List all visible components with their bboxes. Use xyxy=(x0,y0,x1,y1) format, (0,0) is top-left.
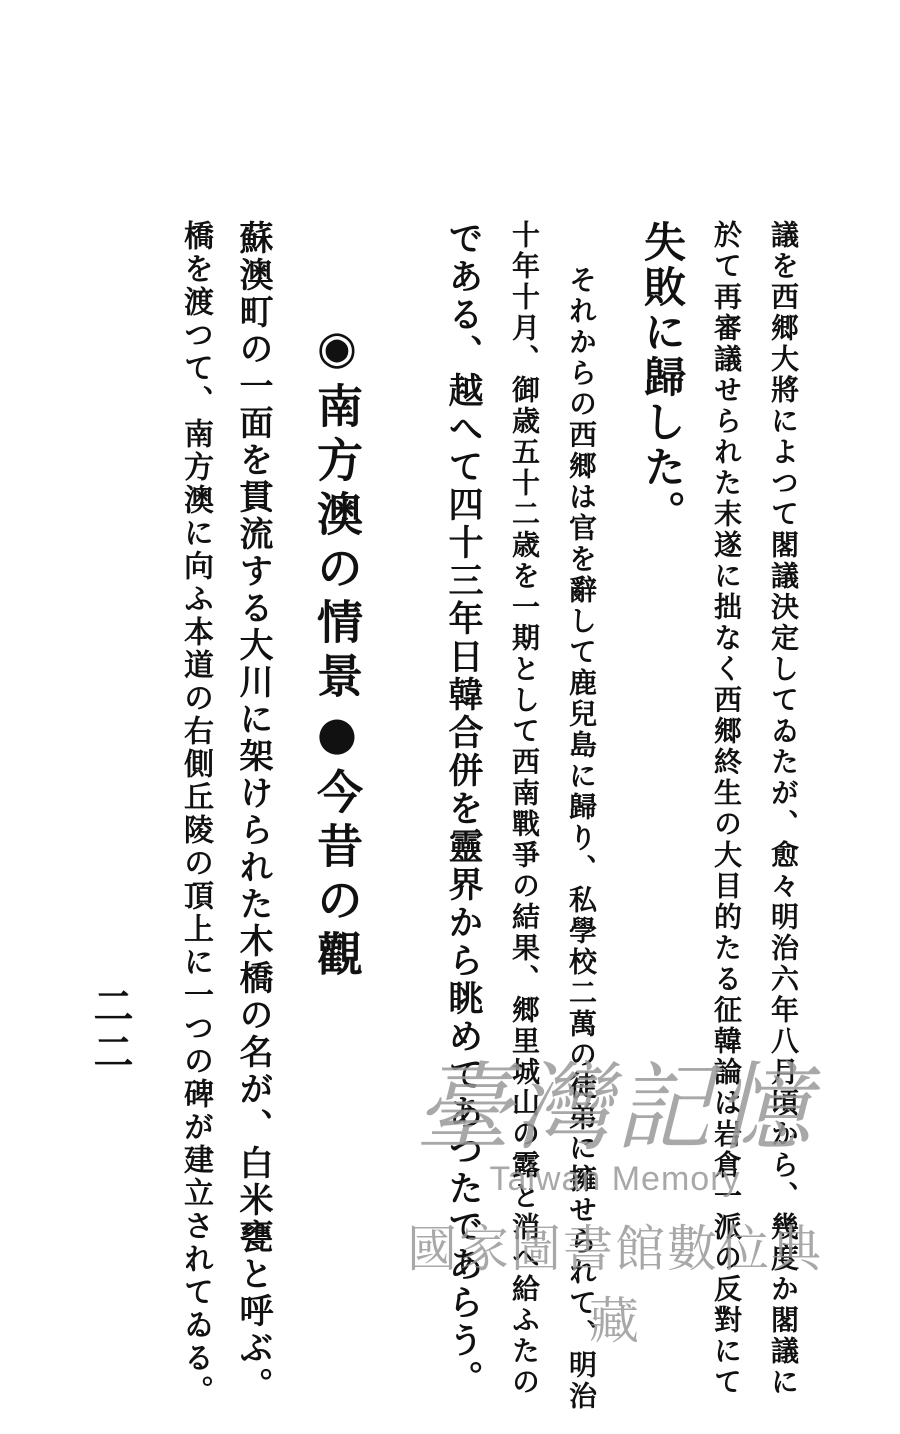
text-column-4: それからの西郷は官を辭して鹿兒島に歸り、私學校二萬の徒弟に擁せられて、明治 xyxy=(565,265,598,1412)
text-column-7: 蘇澳町の一面を貫流する大川に架けられた木橋の名が、白米甕と呼ぶ。 xyxy=(233,220,273,1404)
watermark-title: 臺灣記憶 xyxy=(415,1052,815,1164)
text-column-1: 議を西郷大將によつて閣議決定してゐたが、愈々明治六年八月頃から、幾度か閣議に xyxy=(767,220,800,1398)
watermark xyxy=(390,1052,840,1353)
page-number: 二二 xyxy=(87,985,134,1077)
text-column-8: 橋を渡つて、南方澳に向ふ本道の右側丘陵の頂上に一つの碑が建立されてゐる。 xyxy=(178,220,213,1408)
text-column-3: 失敗に歸した。 xyxy=(638,220,687,535)
text-column-2: 於て再審議せられた末遂に拙なく西郷終生の大目的たる征韓論は岩倉一派の反對にて xyxy=(710,220,743,1398)
text-column-6: である、越へて四十三年日韓合併を靈界から眺めてあつたであらう。 xyxy=(443,220,484,1398)
watermark-org: 國家圖書館數位典藏 xyxy=(407,1221,823,1349)
section-heading: ◉南方澳の情景●今昔の觀 xyxy=(310,320,364,984)
watermark-english: Taiwan Memory xyxy=(489,1160,741,1198)
text-column-5: 十年十月、御歳五十二歳を一期として西南戰爭の結果、郷里城山の露と消へ給ふたの xyxy=(508,220,541,1398)
